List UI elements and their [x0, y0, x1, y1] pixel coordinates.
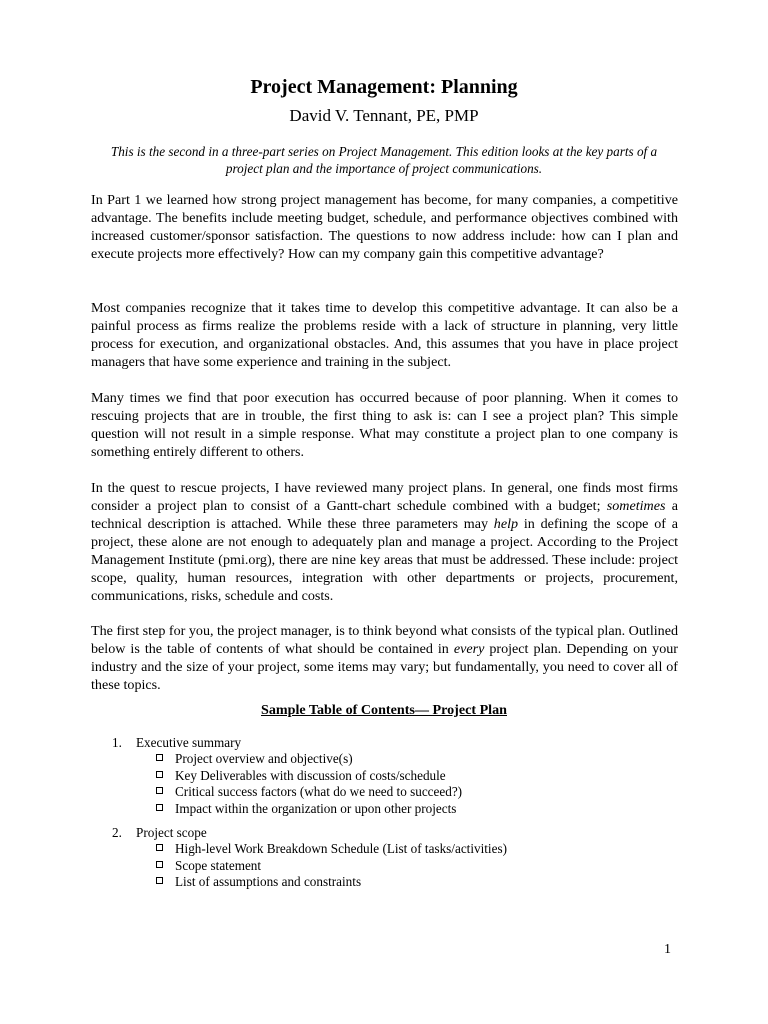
paragraph-5-emphasis-every: every [453, 641, 485, 657]
page-number: 1 [664, 942, 671, 957]
toc-bullet-list [112, 751, 672, 817]
toc-section-number: 2. [112, 825, 122, 840]
paragraph-4 [91, 479, 678, 605]
paragraph-4-emphasis-sometimes: sometimes [606, 498, 666, 514]
toc-bullet-item [156, 768, 672, 785]
toc-section-number: 1. [112, 735, 122, 750]
paragraph-2: Most companies recognize that it takes time to develop this competitive advantage. It can also be a painful process as firms realize the problems reside with a lack of structure in planning, very little process for execution, and organizational obstacles. And, this assumes that you have in place project managers that have some experience and training in the subject. [91, 300, 678, 370]
document-title: Project Management: Planning [250, 76, 518, 98]
toc-section-project-scope [112, 824, 672, 891]
checkbox-bullet-icon [156, 861, 163, 868]
paragraph-4-text-e: in defining the scope of a project, these alone are not enough to adequately plan and manage a project. According to the Project Management Institute (pmi.org), there are nine key areas that must be addressed. These include: project scope, quality, human resources, integration with other departments or projects, procurement, communications, risks, schedule and costs. [91, 516, 678, 604]
toc-bullet-text: Key Deliverables with discussion of costs/schedule [175, 767, 446, 783]
toc-bullet-text: Critical success factors (what do we need to succeed?) [175, 784, 463, 799]
toc-bullet-text: Scope statement [175, 857, 262, 873]
paragraph-4-text-a: In the quest to rescue projects, I have reviewed many project plans. In general, one finds most firms consider a project plan to consist of a Gantt-chart schedule combined with a budget; [91, 480, 678, 514]
paragraph-3: Many times we find that poor execution has occurred because of poor planning. When it comes to rescuing projects that are in trouble, the first thing to ask is: can I see a project plan? This simple question will not result in a simple response. What may constitute a project plan to one company is something entirely different to others. [91, 390, 678, 460]
toc-bullet-text: Impact within the organization or upon other projects [175, 800, 457, 816]
paragraph-4-emphasis-help: help [493, 516, 519, 532]
toc-bullet-text: List of assumptions and constraints [175, 874, 362, 889]
paragraph-5 [91, 622, 678, 694]
intro-abstract: This is the second in a three-part series on Project Management. This edition looks at the key parts of a project plan and the importance of project communications. [110, 144, 658, 177]
paragraph-5-text-a: The first step for you, the project manager, is to think beyond what consists of the typical plan. Outlined below is the table of contents of what should be contained in [91, 623, 678, 657]
document-author: David V. Tennant, PE, PMP [289, 106, 479, 125]
toc-section-executive-summary [112, 734, 672, 817]
toc-bullet-item [156, 751, 672, 768]
toc-bullet-item [156, 874, 672, 891]
checkbox-bullet-icon [156, 754, 163, 761]
toc-bullet-item [156, 841, 672, 858]
toc-heading: Sample Table of Contents— Project Plan [261, 702, 507, 718]
checkbox-bullet-icon [156, 787, 163, 794]
paragraph-5-text-c: project plan. Depending on your industry and the size of your project, some items may vary; but fundamentally, you need to cover all of these topics. [91, 641, 678, 693]
toc-section-label: Executive summary [136, 735, 242, 750]
paragraph-4-text-c: a technical description is attached. While these three parameters may [91, 498, 678, 532]
toc-section-title [112, 734, 672, 751]
paragraph-1: In Part 1 we learned how strong project management has become, for many companies, a competitive advantage. The benefits include meeting budget, schedule, and performance objectives combined with increased customer/sponsor satisfaction. The questions to now address include: how can I plan and execute projects more effectively? How can my company gain this competitive advantage? [91, 192, 678, 262]
toc-bullet-text: High-level Work Breakdown Schedule (List of tasks/activities) [175, 841, 507, 856]
toc-section-label: Project scope [136, 825, 207, 840]
checkbox-bullet-icon [156, 877, 163, 884]
toc-bullet-item [156, 801, 672, 818]
checkbox-bullet-icon [156, 804, 163, 811]
checkbox-bullet-icon [156, 844, 163, 851]
toc-bullet-text: Project overview and objective(s) [175, 751, 353, 766]
checkbox-bullet-icon [156, 771, 163, 778]
toc-bullet-item [156, 858, 672, 875]
toc-bullet-list [112, 841, 672, 891]
toc-section-title [112, 824, 672, 841]
toc-bullet-item [156, 784, 672, 801]
